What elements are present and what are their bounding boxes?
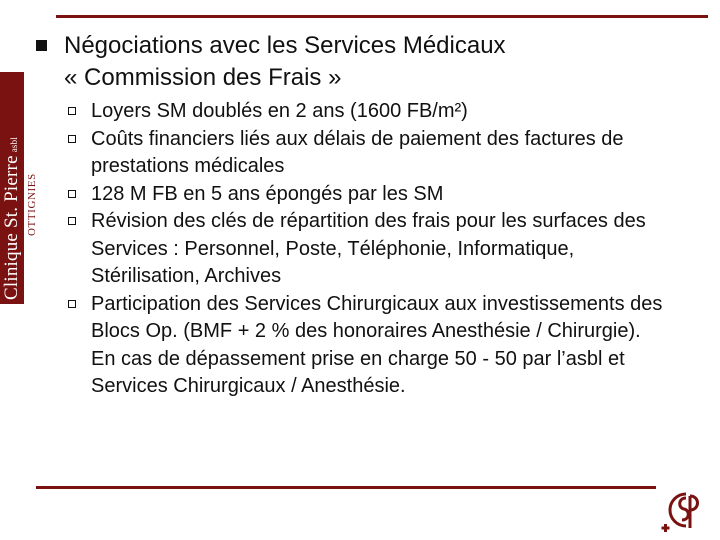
list-item-text: Révision des clés de répartition des frais pour les surfaces des Services : Personnel, Poste, Téléphonie, Informatique, Stérilisation, Archives [91, 210, 646, 287]
heading-text [64, 30, 506, 94]
clinic-name-text: Clinique St. Pierre [1, 155, 22, 300]
list-item-text: 128 M FB en 5 ans épongés par les SM [91, 182, 444, 205]
hollow-square-bullet-icon [68, 217, 76, 225]
list-item [68, 126, 668, 181]
list-item-text: Loyers SM doublés en 2 ans (1600 FB/m²) [91, 100, 468, 122]
heading-bullet-icon [36, 40, 47, 51]
bullet-list [68, 98, 668, 401]
hollow-square-bullet-icon [68, 300, 76, 308]
list-item-text: Participation des Services Chirurgicaux aux investissements des Blocs Op. (BMF + 2 % des honoraires Anesthésie / Chirurgie). En cas de dépassement prise en charge 50 - 50 par l’asbl et Services Chirurgicaux / Anesthésie. [91, 292, 663, 397]
clinic-city: OTTIGNIES [26, 173, 38, 236]
hollow-square-bullet-icon [68, 135, 76, 143]
hollow-square-bullet-icon [68, 190, 76, 198]
list-item-text: Coûts financiers liés aux délais de paiement des factures de prestations médicales [91, 127, 624, 177]
clinic-suffix: asbl [9, 136, 19, 153]
list-item [68, 208, 668, 291]
list-item [68, 291, 668, 401]
clinic-logo-icon [656, 488, 704, 532]
top-rule [56, 15, 708, 18]
bottom-rule [36, 486, 656, 489]
list-item [68, 98, 668, 126]
heading-line-2: « Commission des Frais » [64, 64, 342, 91]
clinic-name [1, 75, 23, 300]
list-item [68, 181, 668, 209]
hollow-square-bullet-icon [68, 107, 76, 115]
heading-line-1: Négociations avec les Services Médicaux [64, 32, 506, 59]
